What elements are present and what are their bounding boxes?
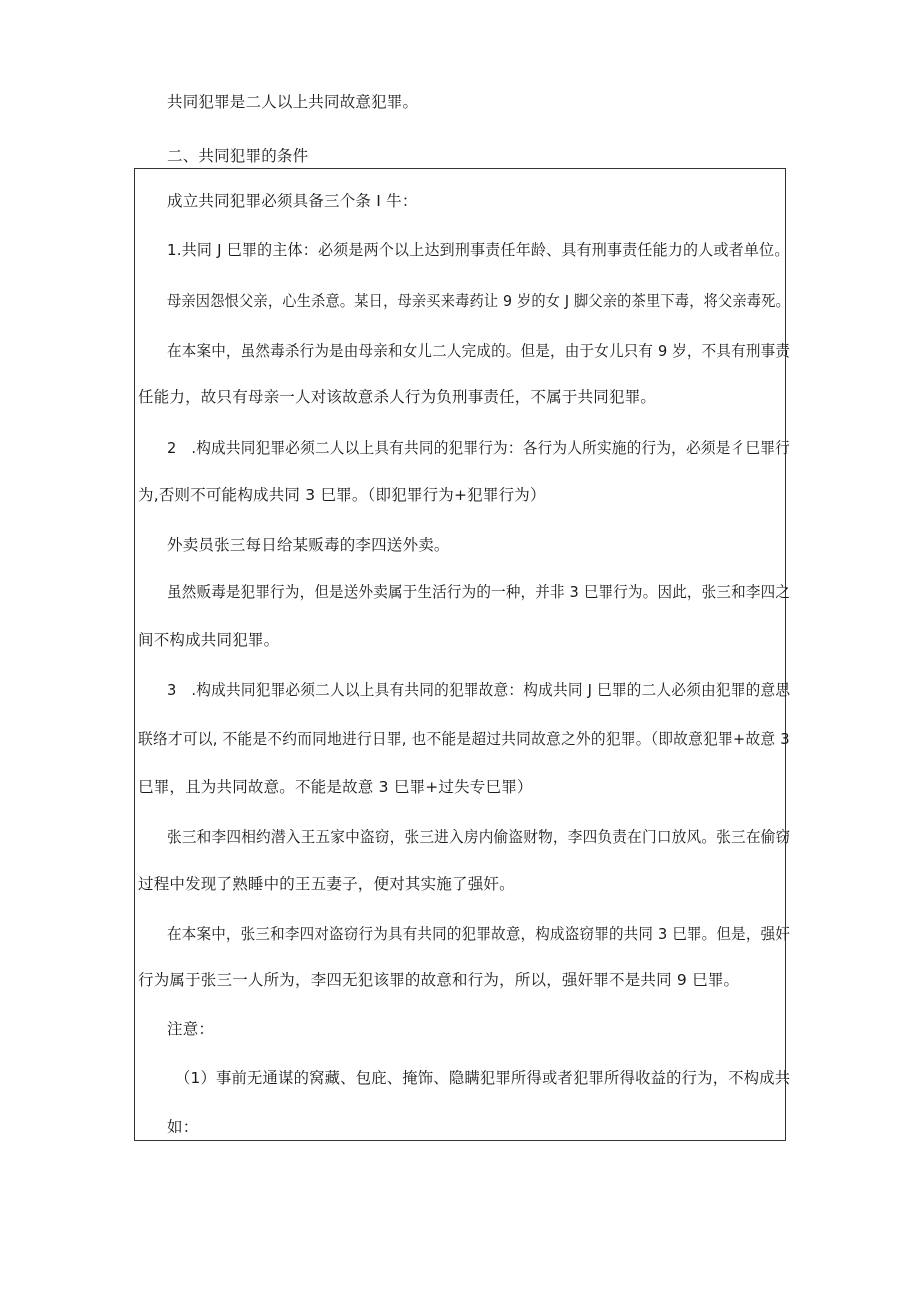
box-line: 在本案中，张三和李四对盗窃行为具有共同的犯罪故意，构成盗窃罪的共同 3 巳罪。但是，强奸	[167, 925, 791, 943]
box-line: 外卖员张三每日给某贩毒的李四送外卖。	[167, 536, 450, 554]
box-line: 如：	[167, 1118, 199, 1136]
box-line: 1.共同 J 巳罪的主体：必须是两个以上达到刑事责任年龄、具有刑事责任能力的人或者单位。	[167, 241, 790, 259]
box-line: 母亲因怨恨父亲，心生杀意。某日，母亲买来毒药让 9 岁的女 J 脚父亲的茶里下毒，将父亲毒死。	[167, 292, 791, 310]
box-line: 3 .构成共同犯罪必须二人以上具有共同的犯罪故意：构成共同 J 巳罪的二人必须由犯罪的意思	[167, 681, 791, 699]
box-line: 间不构成共同犯罪。	[138, 631, 280, 649]
box-line: 2 .构成共同犯罪必须二人以上具有共同的犯罪行为：各行为人所实施的行为，必须是彳巳罪行	[167, 439, 790, 457]
intro-line: 共同犯罪是二人以上共同故意犯罪。	[167, 93, 419, 111]
box-line: 在本案中，虽然毒杀行为是由母亲和女儿二人完成的。但是，由于女儿只有 9 岁，不具有刑事责	[167, 342, 791, 360]
box-line: 任能力，故只有母亲一人对该故意杀人行为负刑事责任，不属于共同犯罪。	[138, 388, 657, 406]
box-line: 过程中发现了熟睡中的王五妻子，便对其实施了强奸。	[138, 875, 515, 893]
content-box	[134, 168, 786, 1141]
box-line: 张三和李四相约潜入王五家中盗窃，张三进入房内偷盗财物，李四负责在门口放风。张三在偷窃	[167, 828, 791, 846]
section-heading: 二、共同犯罪的条件	[167, 147, 309, 165]
box-line: （1）事前无通谋的窝藏、包庇、掩饰、隐瞒犯罪所得或者犯罪所得收益的行为，不构成共	[175, 1069, 791, 1087]
box-line: 为,否则不可能构成共同 3 巳罪。（即犯罪行为+犯罪行为）	[138, 486, 546, 504]
box-line: 联络才可以, 不能是不约而同地进行日罪, 也不能是超过共同故意之外的犯罪。（即故意犯罪+故意 3	[138, 730, 790, 748]
box-line: 注意：	[167, 1020, 215, 1038]
box-line: 巳罪，且为共同故意。不能是故意 3 巳罪+过失专巳罪）	[138, 778, 533, 796]
box-line: 虽然贩毒是犯罪行为，但是送外卖属于生活行为的一种，并非 3 巳罪行为。因此，张三和李四之	[167, 583, 791, 601]
box-line: 成立共同犯罪必须具备三个条 I 牛：	[167, 192, 418, 210]
box-line: 行为属于张三一人所为，李四无犯该罪的故意和行为，所以，强奸罪不是共同 9 巳罪。	[138, 971, 740, 989]
